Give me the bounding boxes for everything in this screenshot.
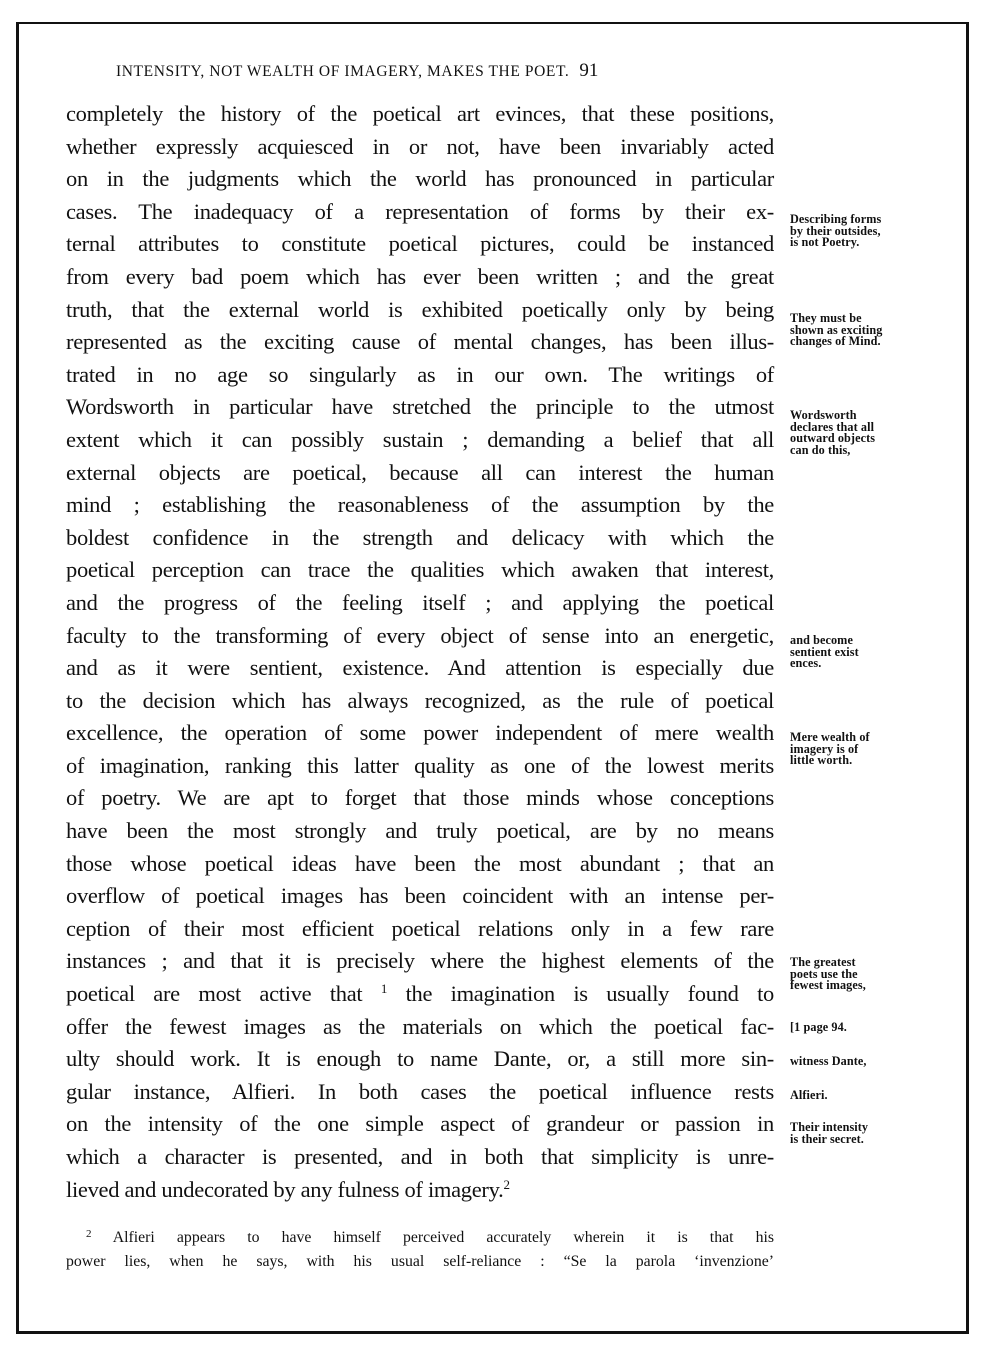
marginal-note: [1 page 94. xyxy=(790,1020,847,1034)
body-line: ternal attributes to constitute poetical pictures, could be instanced xyxy=(66,231,774,257)
marginal-note: They must be shown as exciting changes of Mind. xyxy=(790,311,883,348)
body-line: ception of their most efficient poetical relations only in a few rare xyxy=(66,915,774,941)
body-line xyxy=(66,1174,774,1207)
body-line: boldest confidence in the strength and delicacy with which the xyxy=(66,524,774,550)
marginal-note: witness Dante, xyxy=(790,1054,867,1068)
body-line: completely the history of the poetical art evinces, that these positions, xyxy=(66,101,774,126)
body-line: gular instance, Alfieri. In both cases the poetical influence rests xyxy=(66,1078,774,1104)
body-line: and as it were sentient, existence. And attention is especially due xyxy=(66,655,774,681)
marginal-note: Describing forms by their outsides, is not Poetry. xyxy=(790,212,882,249)
footnote xyxy=(66,1226,774,1274)
running-head-title: INTENSITY, NOT WEALTH OF IMAGERY, MAKES THE POET. xyxy=(116,63,570,80)
body-line: poetical perception can trace the qualities which awaken that interest, xyxy=(66,557,774,583)
marginal-note: and become sentient exist ences. xyxy=(790,633,859,670)
body-line: extent which it can possibly sustain ; demanding a belief that all xyxy=(66,426,774,452)
page-break-marker: 1 xyxy=(380,981,388,997)
body-line: have been the most strongly and truly poetical, are by no means xyxy=(66,818,774,844)
body-text xyxy=(66,98,774,1206)
body-line: truth, that the external world is exhibited poetically only by being xyxy=(66,296,774,322)
body-line: which a character is presented, and in both that simplicity is unre- xyxy=(66,1144,774,1169)
body-line: external objects are poetical, because all can interest the human xyxy=(66,459,774,485)
body-line: from every bad poem which has ever been written ; and the great xyxy=(66,263,774,289)
marginal-note: The greatest poets use the fewest images, xyxy=(790,955,866,992)
body-line: those whose poetical ideas have been the most abundant ; that an xyxy=(66,850,774,876)
body-line: represented as the exciting cause of mental changes, has been illus- xyxy=(66,329,774,355)
body-line: cases. The inadequacy of a representation of forms by their ex- xyxy=(66,198,774,224)
running-head xyxy=(116,60,776,82)
body-line-part: lieved and undecorated by any fulness of imagery. xyxy=(66,1176,504,1202)
body-line: excellence, the operation of some power independent of mere wealth xyxy=(66,720,774,746)
body-line xyxy=(66,978,774,1011)
body-line: to the decision which has always recognized, as the rule of poetical xyxy=(66,687,774,713)
body-line: and the progress of the feeling itself ; and applying the poetical xyxy=(66,589,774,615)
marginal-note: Wordsworth declares that all outward objects can do this, xyxy=(790,408,876,457)
footnote-marker: 2 xyxy=(86,1228,92,1240)
page-number: 91 xyxy=(579,60,599,81)
body-line: faculty to the transforming of every object of sense into an energetic, xyxy=(66,622,774,648)
body-line-part: poetical are most active that xyxy=(66,981,363,1007)
body-line: on in the judgments which the world has pronounced in particular xyxy=(66,166,774,192)
body-line: overflow of poetical images has been coincident with an intense per- xyxy=(66,883,774,909)
body-line: offer the fewest images as the materials on which the poetical fac- xyxy=(66,1013,774,1039)
body-line: instances ; and that it is precisely where the highest elements of the xyxy=(66,948,774,974)
footnote-reference: 2 xyxy=(503,1176,510,1192)
body-line: whether expressly acquiesced in or not, have been invariably acted xyxy=(66,133,774,159)
marginal-note: Mere wealth of imagery is of little worth. xyxy=(790,730,870,767)
body-line: Wordsworth in particular have stretched the principle to the utmost xyxy=(66,394,774,420)
footnote-line: power lies, when he says, with his usual self-reliance : “Se la parola ‘invenzione’ xyxy=(66,1253,774,1270)
body-line: ulty should work. It is enough to name Dante, or, a still more sin- xyxy=(66,1046,774,1072)
body-line: on the intensity of the one simple aspect of grandeur or passion in xyxy=(66,1111,774,1137)
body-line: of imagination, ranking this latter quality as one of the lowest merits xyxy=(66,752,774,778)
body-line-part: the imagination is usually found to xyxy=(405,981,775,1007)
body-line: mind ; establishing the reasonableness of the assumption by the xyxy=(66,492,774,518)
marginal-note: Their intensity is their secret. xyxy=(790,1120,869,1146)
body-line: of poetry. We are apt to forget that those minds whose conceptions xyxy=(66,785,774,811)
body-line: trated in no age so singularly as in our own. The writings of xyxy=(66,361,774,387)
marginal-note: Alfieri. xyxy=(790,1088,828,1102)
footnote-line: $^2$ Alfieri appears to have himself perceived accurately wherein it is that his xyxy=(86,1228,775,1246)
